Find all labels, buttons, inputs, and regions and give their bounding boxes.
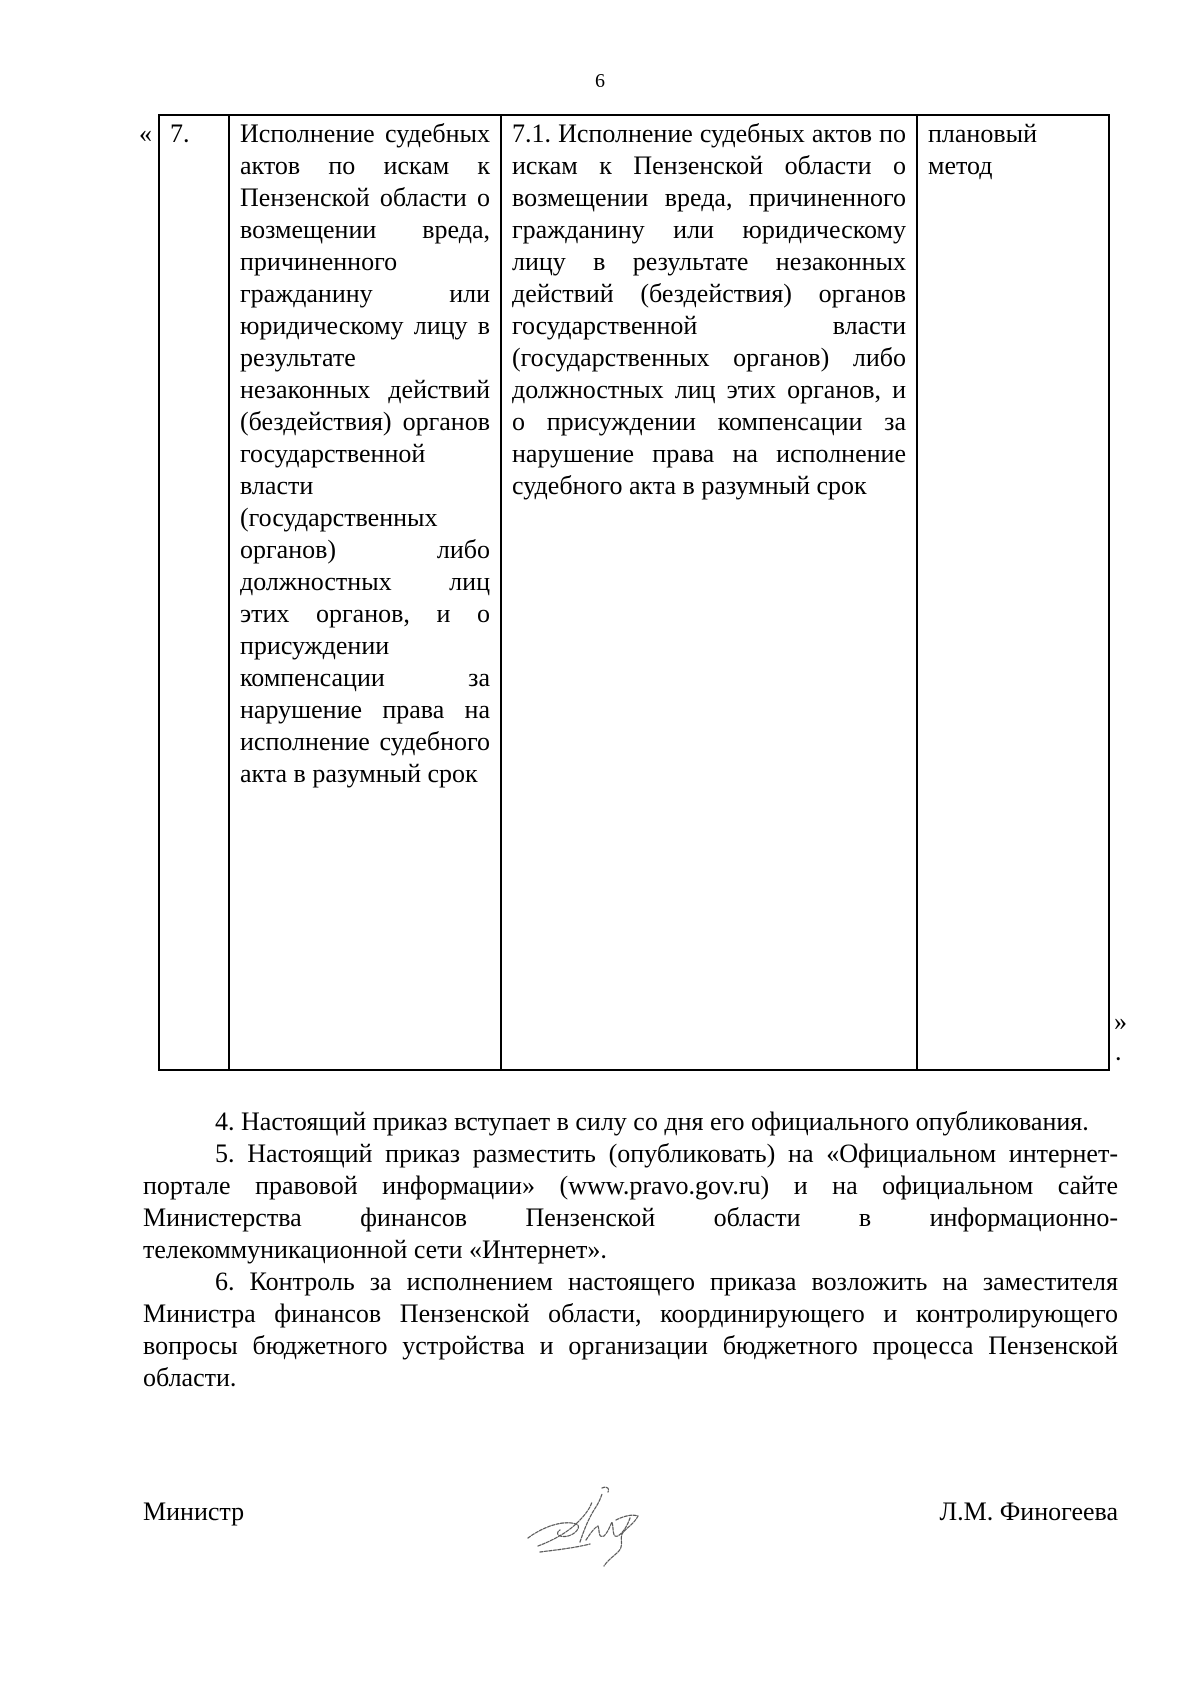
- handwritten-signature-image: [520, 1480, 660, 1572]
- paragraph-5: 5. Настоящий приказ разместить (опубликовать) на «Официальном интернет-портале правовой информации» (www.pravo.gov.ru) и на официальном сайте Министерства финансов Пензенской области в информационно-телекоммуникационной сети «Интернет».: [143, 1139, 1118, 1264]
- row-number: 7.: [170, 119, 190, 148]
- row-method-cell: [917, 115, 1109, 1070]
- row-subitem: 7.1. Исполнение судебных актов по искам к Пензенской области о возмещении вреда, причиненного гражданину или юридическому лицу в результате незаконных действий (бездействия) органов государственной власти (государственных органов) либо должностных лиц этих органов, и о присуждении компенсации за нарушение права на исполнение судебного акта в разумный срок: [512, 119, 906, 500]
- closing-quote-mark: »: [1114, 1007, 1127, 1036]
- row-subitem-cell: [501, 115, 917, 1070]
- opening-quote-mark: «: [139, 119, 152, 148]
- page-number: 6: [595, 70, 605, 92]
- row-number-cell: [159, 115, 229, 1070]
- closing-period: .: [1115, 1037, 1122, 1066]
- table-row: [159, 115, 1109, 1070]
- signer-title: Министр: [143, 1497, 245, 1526]
- paragraph-6: 6. Контроль за исполнением настоящего приказа возложить на заместителя Министра финансов Пензенской области, координирующего и контролирующего вопросы бюджетного устройства и организации бюджетного процесса Пензенской области.: [143, 1267, 1118, 1392]
- row-name-cell: [229, 115, 501, 1070]
- signer-name: Л.М. Финогеева: [939, 1497, 1118, 1526]
- budget-method-table: [158, 114, 1110, 1071]
- row-method: плановый метод: [928, 119, 1038, 180]
- paragraph-4: 4. Настоящий приказ вступает в силу со дня его официального опубликования.: [215, 1107, 1089, 1136]
- row-name: Исполнение судебных актов по искам к Пензенской области о возмещении вреда, причиненного гражданину или юридическому лицу в результате незаконных действий (бездействия) органов государственной власти (государственных органов) либо должностных лиц этих органов, и о присуждении компенсации за нарушение права на исполнение судебного акта в разумный срок: [240, 119, 490, 788]
- order-paragraphs: [143, 1106, 1118, 1394]
